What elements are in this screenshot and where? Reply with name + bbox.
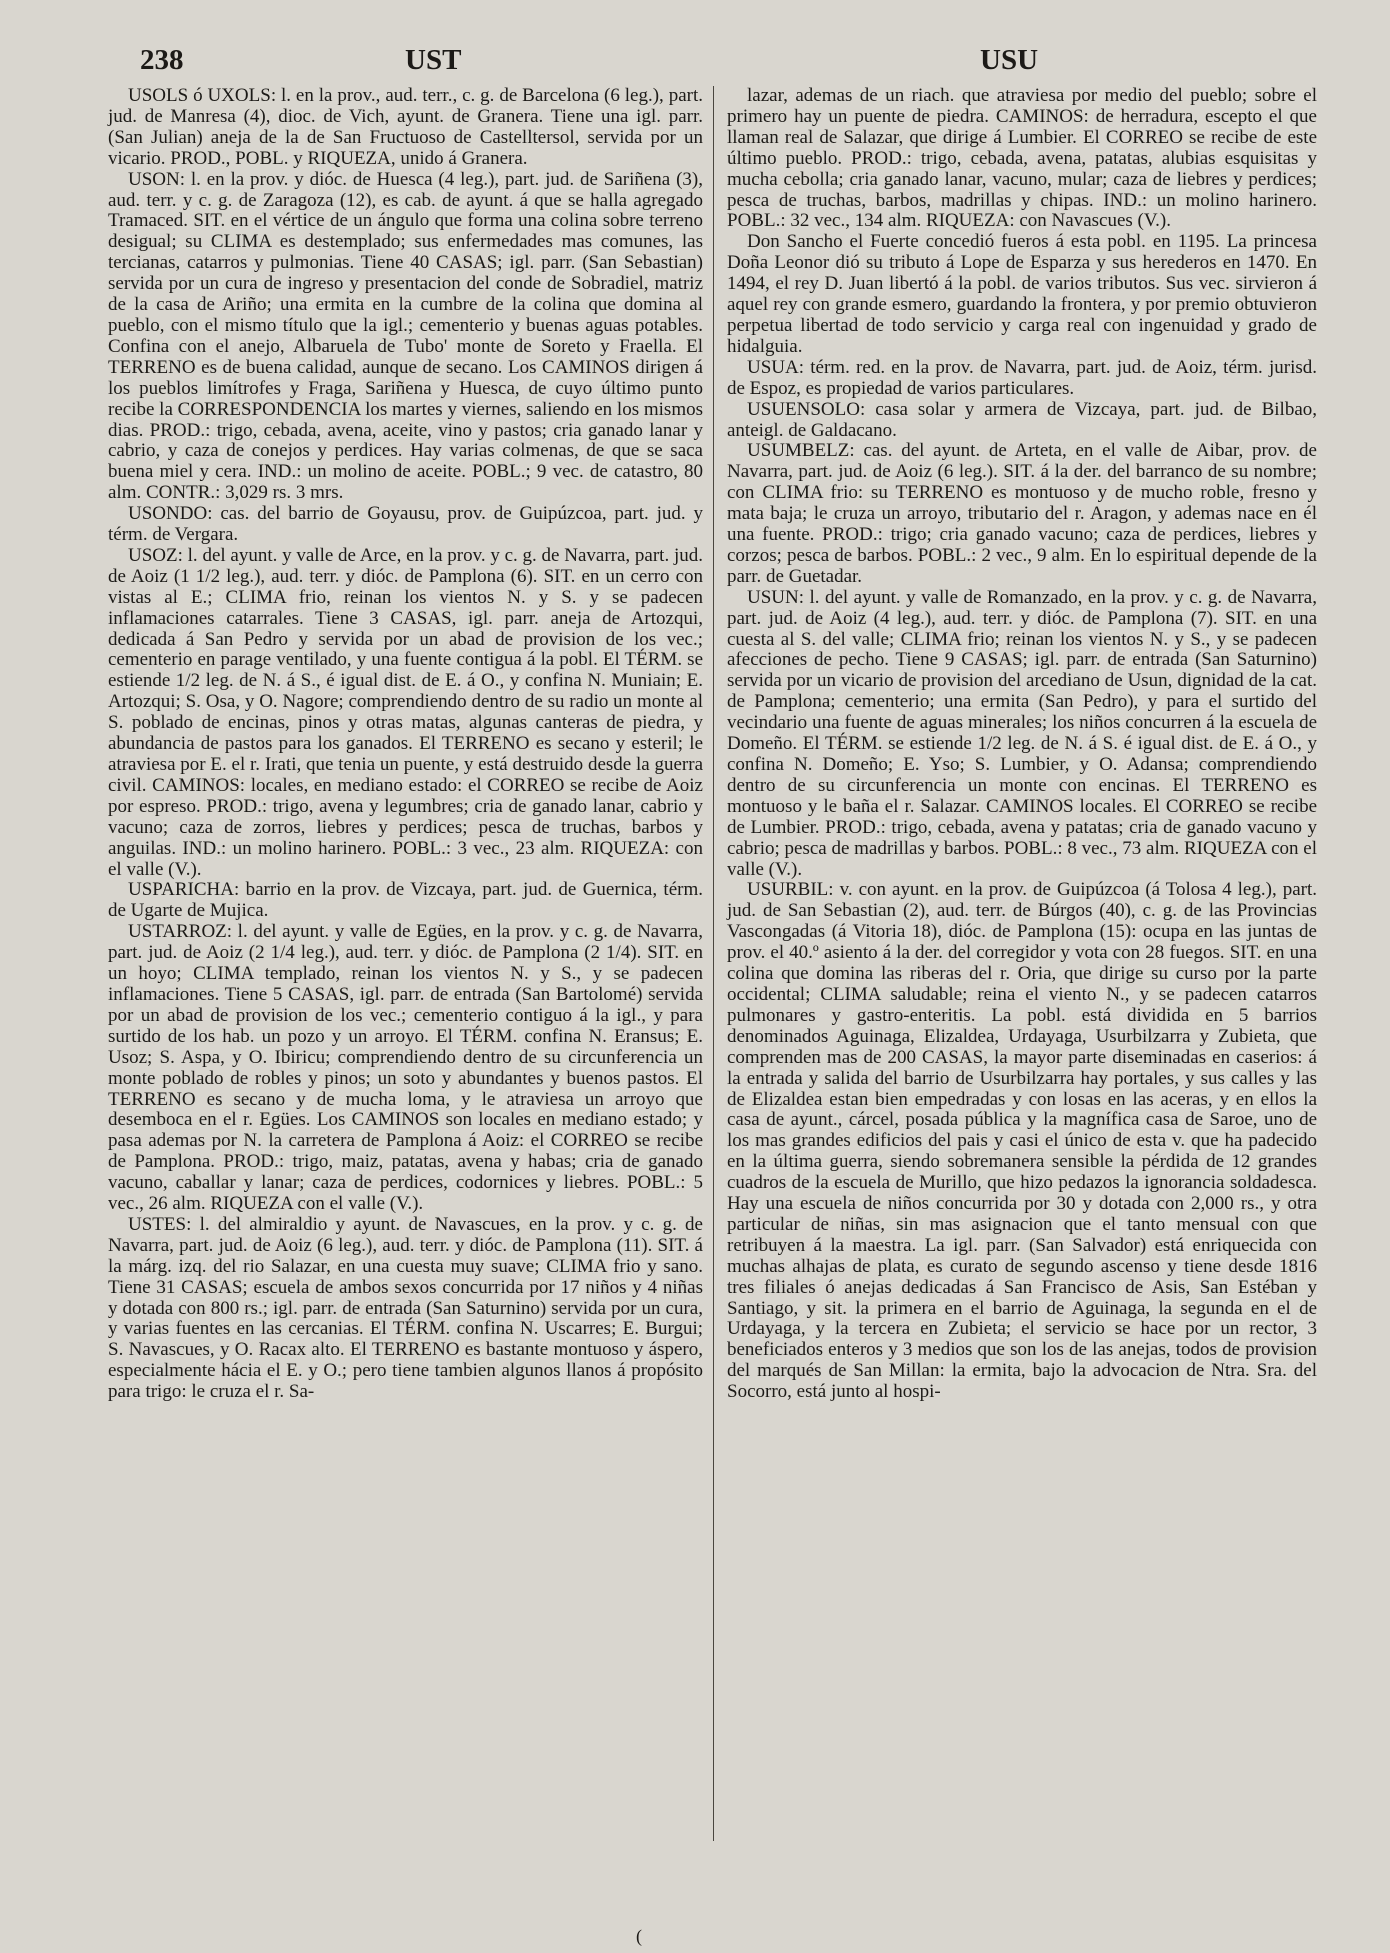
entry-headword: USUENSOLO — [747, 398, 860, 420]
entry-text: : casa solar y armera de Vizcaya, part. jud. de Bilbao, anteigl. de Galdacano. — [727, 398, 1317, 441]
footer-mark: ( — [636, 1926, 642, 1946]
dictionary-entry — [727, 232, 1317, 357]
dictionary-entry — [727, 400, 1317, 442]
dictionary-entry — [108, 170, 703, 505]
entry-text: : l. del ayunt. y valle de Romanzado, en la prov. y c. g. de Navarra, part. jud. de Aoiz (4 leg.), aud. terr. y dióc. de Pamplona (7). SIT. en una cuesta al S. del valle; CLIMA frio; reinan los vientos N. y S., y se padecen afecciones de pecho. Tiene 9 CASAS; igl. parr. de entrada (San Saturnino) servida por un vicario de provision del arcediano de Usun, dignidad de la cat. de Pamplona; cementerio; una ermita (San Pedro), y para el surtido del vecindario una fuente de aguas minerales; los niños concurren á la escuela de Domeño. El TÉRM. se estiende 1/2 leg. de N. á S. é igual dist. de E. á O., y confina N. Domeño; E. Yso; S. Lumbier, y O. Adansa; comprendiendo dentro de su circunferencia un monte con encinas. El TERRENO es montuoso y le baña el r. Salazar. CAMINOS locales. El CORREO se recibe de Lumbier. PROD.: trigo, cebada, avena y patatas; cria de ganado vacuno y cabrio; pesca de madrillas y barbos. POBL.: 8 vec., 73 alm. RIQUEZA con el valle (V.). — [727, 586, 1317, 880]
entry-text: : l. del almiraldio y ayunt. de Navascues, en la prov. y c. g. de Navarra, part. jud. de Aoiz (6 leg.), aud. terr. y dióc. de Pamplona (11). SIT. á la márg. izq. del rio Salazar, en una cuesta muy suave; CLIMA frio y sano. Tiene 31 CASAS; escuela de ambos sexos concurrida por 17 niños y 4 niñas y dotada con 800 rs.; igl. parr. de entrada (San Saturnino) servida por un cura, y varias fuentes en las cercanias. El TÉRM. confina N. Uscarres; E. Burgui; S. Navascues, y O. Racax alto. El TERRENO es bastante montuoso y áspero, especialmente hácia el E. y O.; pero tiene tambien algunos llanos á propósito para trigo: le cruza el r. Sa- — [108, 1213, 703, 1403]
entry-headword: USUMBELZ — [747, 440, 850, 462]
entry-headword: USUN — [747, 586, 799, 608]
entry-headword: USOZ — [128, 544, 178, 566]
dictionary-entry — [727, 441, 1317, 587]
entry-headword: USTARROZ — [128, 921, 227, 943]
entry-text: : l. en la prov. y dióc. de Huesca (4 leg.), part. jud. de Sariñena (3), aud. terr. y c. g. de Zaragoza (12), es cab. de ayunt. á que se halla agregado Tramaced. SIT. en el vértice de un ángulo que forma una colina sobre terreno desigual; su CLIMA es destemplado; sus enfermedades mas comunes, las tercianas, catarros y pulmonias. Tiene 40 CASAS; igl. parr. (San Sebastian) servida por un cura de ingreso y presentacion del conde de Sobradiel, matriz de la casa de Ariño; una ermita en la cumbre de la colina que domina al pueblo, con el mismo título que la igl.; cementerio y buenas aguas potables. Confina con el anejo, Albaruela de Tubo' monte de Soreto y Fraella. El TERRENO es de buena calidad, aunque de secano. Los CAMINOS dirigen á los pueblos limítrofes y Fraga, Sariñena y Huesca, de cuyo último punto recibe la CORRESPONDENCIA los martes y viernes, saliendo en los mismos dias. PROD.: trigo, cebada, avena, aceite, vino y pastos; cria ganado lanar y cabrio, y caza de conejos y perdices. Hay varias colmenas, de que se saca buena miel y cera. IND.: un molino de aceite. POBL.; 9 vec. de catastro, 80 alm. CONTR.: 3,029 rs. 3 mrs. — [108, 168, 703, 504]
dictionary-entry — [108, 86, 703, 170]
entry-headword: USPARICHA — [128, 879, 234, 901]
dictionary-entry — [108, 880, 703, 922]
entry-text: : l. en la prov., aud. terr., c. g. de Barcelona (6 leg.), part. jud. de Manresa (4), dioc. de Vich, ayunt. de Granera. Tiene una igl. parr. (San Julian) aneja de la de San Fructuoso de Castelltersol, servida por un vicario. PROD., POBL. y RIQUEZA, unido á Granera. — [108, 85, 703, 169]
dictionary-entry — [108, 504, 703, 546]
dictionary-entry — [108, 1215, 703, 1403]
right-column — [727, 86, 1317, 1403]
entry-headword: USOLS ó UXOLS — [128, 85, 271, 106]
dictionary-entry — [727, 358, 1317, 400]
entry-headword: USTES — [128, 1213, 187, 1235]
entry-text: : cas. del barrio de Goyausu, prov. de Guipúzcoa, part. jud. y térm. de Vergara. — [108, 503, 703, 546]
left-column — [108, 86, 703, 1403]
column-divider — [713, 86, 714, 1841]
page-number: 238 — [140, 44, 184, 76]
entry-headword: USON — [128, 168, 180, 190]
entry-text: lazar, ademas de un riach. que atraviesa por medio del pueblo; sobre el primero hay un puente de piedra. CAMINOS: de herradura, escepto el que llaman real de Salazar, que dirige á Lumbier. El CORREO se recibe de este último pueblo. PROD.: trigo, cebada, avena, patatas, alubias esquisitas y mucha cebolla; cria ganado lanar, vacuno, mular; caza de liebres y perdices; pesca de truchas, barbos, madrillas y chipas. IND.: un molino harinero. POBL.: 32 vec., 134 alm. RIQUEZA: con Navascues (V.). — [727, 85, 1317, 232]
right-running-head: USU — [980, 44, 1039, 76]
entry-headword: USURBIL — [747, 879, 829, 901]
entry-text: : barrio en la prov. de Vizcaya, part. jud. de Guernica, térm. de Ugarte de Mujica. — [108, 879, 703, 922]
entry-text: : l. del ayunt. y valle de Arce, en la prov. y c. g. de Navarra, part. jud. de Aoiz (1 1/2 leg.), aud. terr. y dióc. de Pamplona (6). SIT. en un cerro con vistas al E.; CLIMA frio, reinan los vientos N. y S. y se padecen inflamaciones catarrales. Tiene 3 CASAS, igl. parr. aneja de Artozqui, dedicada á San Pedro y servida por un abad de provision de los vec.; cementerio en parage ventilado, y una fuente contigua á la pobl. El TÉRM. se estiende 1/2 leg. de N. á S., é igual dist. de E. á O., y confina N. Muniain; E. Artozqui; S. Osa, y O. Nagore; comprendiendo dentro de su radio un monte al S. poblado de encinas, pinos y otras matas, algunas canteras de piedra, y abundancia de pastos para los ganados. El TERRENO es secano y esteril; le atraviesa por E. el r. Irati, que tenia un puente, y está destruido desde la guerra civil. CAMINOS: locales, en mediano estado: el CORREO se recibe de Aoiz por espreso. PROD.: trigo, avena y legumbres; cria de ganado lanar, cabrio y vacuno; caza de zorros, liebres y perdices; pesca de truchas, barbos y anguilas. IND.: un molino harinero. POBL.: 3 vec., 23 alm. RIQUEZA: con el valle (V.). — [108, 544, 703, 880]
dictionary-entry — [727, 880, 1317, 1403]
entry-headword: USONDO — [128, 503, 208, 525]
entry-text: Don Sancho el Fuerte concedió fueros á esta pobl. en 1195. La princesa Doña Leonor dió su tributo á Lope de Esparza y sus herederos en 1470. En 1494, el rey D. Juan libertó á la pobl. de varios tributos. Sus vec. sirvieron á aquel rey con grande esmero, guardando la frontera, y por premio obtuvieron perpetua libertad de todo servicio y carga real con ingenuidad y grado de hidalguia. — [727, 231, 1317, 357]
entry-text: : v. con ayunt. en la prov. de Guipúzcoa (á Tolosa 4 leg.), part. jud. de San Sebastian (2), aud. terr. de Búrgos (40), c. g. de las Provincias Vascongadas (á Vitoria 18), dióc. de Pamplona (15): ocupa en las juntas de prov. el 40.º asiento á la der. del corregidor y vota con 28 fuegos. SIT. en una colina que domina las riberas del r. Oria, que dirige su curso por la parte occidental; CLIMA saludable; reina el viento N., y se padecen catarros pulmonares y gastro-enteritis. La pobl. está dividida en 5 barrios denominados Aguinaga, Elizaldea, Urdayaga, Usurbilzarra y Zubieta, que comprenden mas de 200 CASAS, la mayor parte diseminadas en caserios: á la entrada y salida del barrio de Usurbilzarra hay portales, y sus calles y las de Elizaldea estan bien empedradas y con losas en las aceras, y en ellos la casa de ayunt., cárcel, posada pública y la magnífica casa de Saroe, uno de los mas grandes edificios del pais y casi el único de esta v. que ha padecido en la última guerra, siendo sobremanera sensible la pérdida de 12 grandes cuadros de la escuela de Murillo, que hizo pedazos la ignorancia soldadesca. Hay una escuela de niños concurrida por 30 y dotada con 2,000 rs., y otra particular de niñas, sin mas asignacion que el tanto mensual con que retribuyen á la maestra. La igl. parr. (San Salvador) está enriquecida con muchas alhajas de plata, es curato de segundo ascenso y tiene desde 1816 tres filiales ó anejas dedicadas á San Francisco de Asis, San Estéban y Santiago, y sit. la primera en el barrio de Aguinaga, la segunda en el de Urdayaga, y la tercera en Zubieta; el servicio se hace por un rector, 3 beneficiados enteros y 3 medios que son los de las anejas, todos de provision del marqués de San Millan: la ermita, bajo la advocacion de Ntra. Sra. del Socorro, está junto al hospi- — [727, 879, 1317, 1403]
dictionary-entry — [108, 546, 703, 881]
entry-text: : l. del ayunt. y valle de Egües, en la prov. y c. g. de Navarra, part. jud. de Aoiz (2 1/4 leg.), aud. terr. y dióc. de Pamplona (2 1/4). SIT. en un hoyo; CLIMA templado, reinan los vientos N. y S., y se padecen inflamaciones. Tiene 5 CASAS, igl. parr. de entrada (San Bartolomé) servida por un abad de provision de los vec.; cementerio contiguo á la igl., y para surtido de los hab. un pozo y un arroyo. El TÉRM. confina N. Eransus; E. Usoz; S. Aspa, y O. Ibiricu; comprendiendo dentro de su circunferencia un monte poblado de robles y pinos; un soto y abundantes y buenos pastos. El TERRENO es secano y de mucha loma, y le atraviesa un arroyo que desemboca en el r. Egües. Los CAMINOS son locales en mediano estado; y pasa ademas por N. la carretera de Pamplona á Aoiz: el CORREO se recibe de Pamplona. PROD.: trigo, maiz, patatas, avena y habas; cria de ganado vacuno, caballar y lanar; caza de perdices, codornices y liebres. POBL.: 5 vec., 26 alm. RIQUEZA con el valle (V.). — [108, 921, 703, 1215]
entry-text: : térm. red. en la prov. de Navarra, part. jud. de Aoiz, térm. jurisd. de Espoz, es propiedad de varios particulares. — [727, 356, 1317, 399]
dictionary-entry — [108, 922, 703, 1215]
entry-headword: USUA — [747, 356, 799, 378]
dictionary-entry — [727, 588, 1317, 881]
page-header — [140, 44, 1310, 84]
dictionary-entry — [727, 86, 1317, 232]
left-running-head: UST — [405, 44, 462, 76]
entry-text: : cas. del ayunt. de Arteta, en el valle de Aibar, prov. de Navarra, part. jud. de Aoiz (6 leg.). SIT. á la der. del barranco de su nombre; con CLIMA frio: su TERRENO es montuoso y de mucho roble, fresno y mata baja; le cruza un arroyo, tributario del r. Aragon, y ademas nace en él una fuente. PROD.: trigo; cria ganado vacuno; caza de perdices, liebres y corzos; pesca de barbos. POBL.: 2 vec., 9 alm. En lo espiritual depende de la parr. de Guetadar. — [727, 440, 1317, 587]
